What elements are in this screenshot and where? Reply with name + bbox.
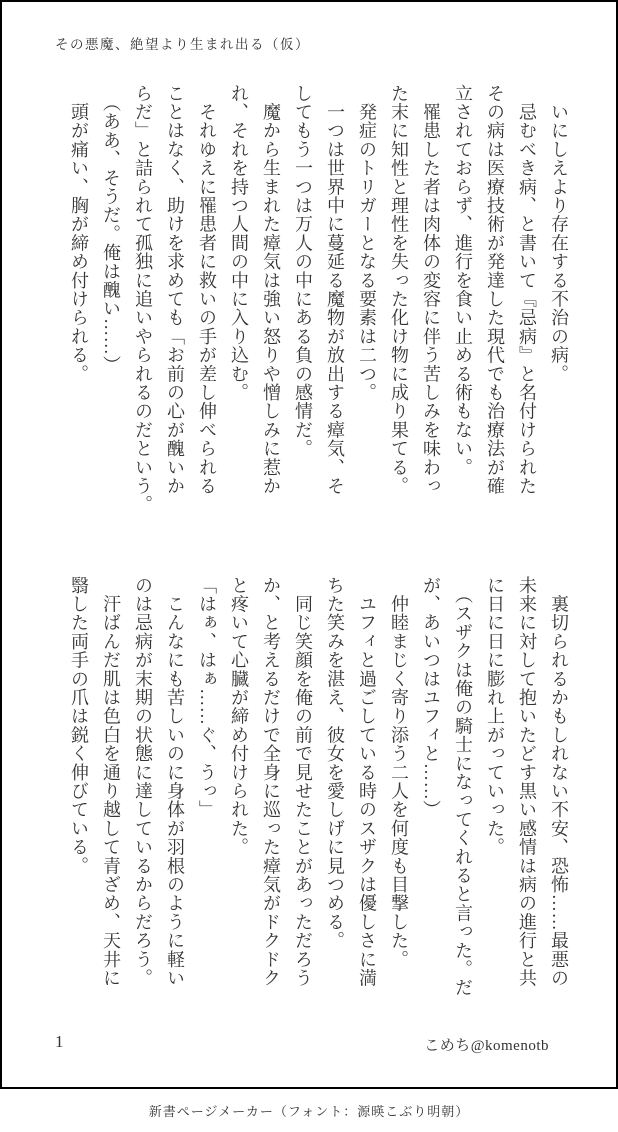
text-line: ことはなく、助けを求めても「お前の心が醜いか	[165, 84, 185, 496]
author-credit: こめち@komenotb	[424, 1038, 549, 1054]
text-line: に日に日に膨れ上がっていった。	[485, 576, 505, 857]
text-line: ちた笑みを湛え、彼女を愛しげに見つめる。	[325, 576, 345, 950]
text-line: 忌むべき病、と書いて『忌病』と名付けられた	[517, 84, 537, 496]
text-line: 未来に対して抱いたどす黒い感情は病の進行と共	[517, 576, 537, 988]
text-line: こんなにも苦しいのに身体が羽根のように軽い	[165, 576, 185, 988]
text-line: 汗ばんだ肌は色白を通り越して青ざめ、天井に	[101, 576, 121, 988]
page-title: その悪魔、絶望より生まれ出る（仮）	[55, 37, 310, 52]
page-number: 1	[55, 1032, 64, 1051]
text-line: 魔から生まれた瘴気は強い怒りや憎しみに惹か	[261, 84, 281, 496]
text-line: してもう一つは万人の中にある負の感情だ。	[293, 84, 313, 458]
text-line: か、と考えるだけで全身に巡った瘴気がドクドク	[261, 576, 281, 988]
text-line: いにしえより存在する不治の病。	[549, 84, 569, 384]
text-line: 同じ笑顔を俺の前で見せたことがあっただろう	[293, 576, 313, 988]
text-line: が、あいつはユフィと……）	[421, 576, 441, 820]
text-line: それゆえに罹患者に救いの手が差し伸べられる	[197, 84, 217, 496]
text-line: 仲睦まじく寄り添う二人を何度も目撃した。	[389, 576, 409, 969]
text-line: （スザクは俺の騎士になってくれると言った。だ	[453, 576, 473, 998]
upper-text-block	[63, 84, 575, 515]
text-line: と疼いて心臓が締め付けられた。	[229, 576, 249, 857]
text-line: 罹患した者は肉体の変容に伴う苦しみを味わっ	[421, 84, 441, 496]
text-line: 「はぁ、はぁ……ぐ、うっ」	[197, 576, 217, 820]
text-line: らだ」と詰られて孤独に追いやられるのだという。	[133, 84, 153, 515]
text-line: 一つは世界中に蔓延る魔物が放出する瘴気、そ	[325, 84, 345, 496]
text-line: 翳した両手の爪は鋭く伸びている。	[69, 576, 89, 876]
text-line: その病は医療技術が発達した現代でも治療法が確	[485, 84, 505, 496]
generator-caption: 新書ページメーカー（フォント：源暎こぶり明朝）	[148, 1104, 470, 1119]
text-line: のは忌病が末期の状態に達しているからだろう。	[133, 576, 153, 988]
text-line: 発症のトリガーとなる要素は二つ。	[357, 84, 377, 402]
text-line: 立されておらず、進行を食い止める術もない。	[453, 84, 473, 477]
lower-text-block	[63, 576, 575, 998]
text-line: 裏切られるかもしれない不安、恐怖……最悪の	[549, 576, 569, 988]
text-line: （ああ、そうだ。俺は醜い……）	[101, 84, 121, 375]
text-line: ユフィと過ごしている時のスザクは優しさに満	[357, 576, 377, 988]
text-line: た末に知性と理性を失った化け物に成り果てる。	[389, 84, 409, 496]
text-line: 頭が痛い、胸が締め付けられる。	[69, 84, 89, 384]
text-line: れ、それを持つ人間の中に入り込む。	[229, 84, 249, 402]
